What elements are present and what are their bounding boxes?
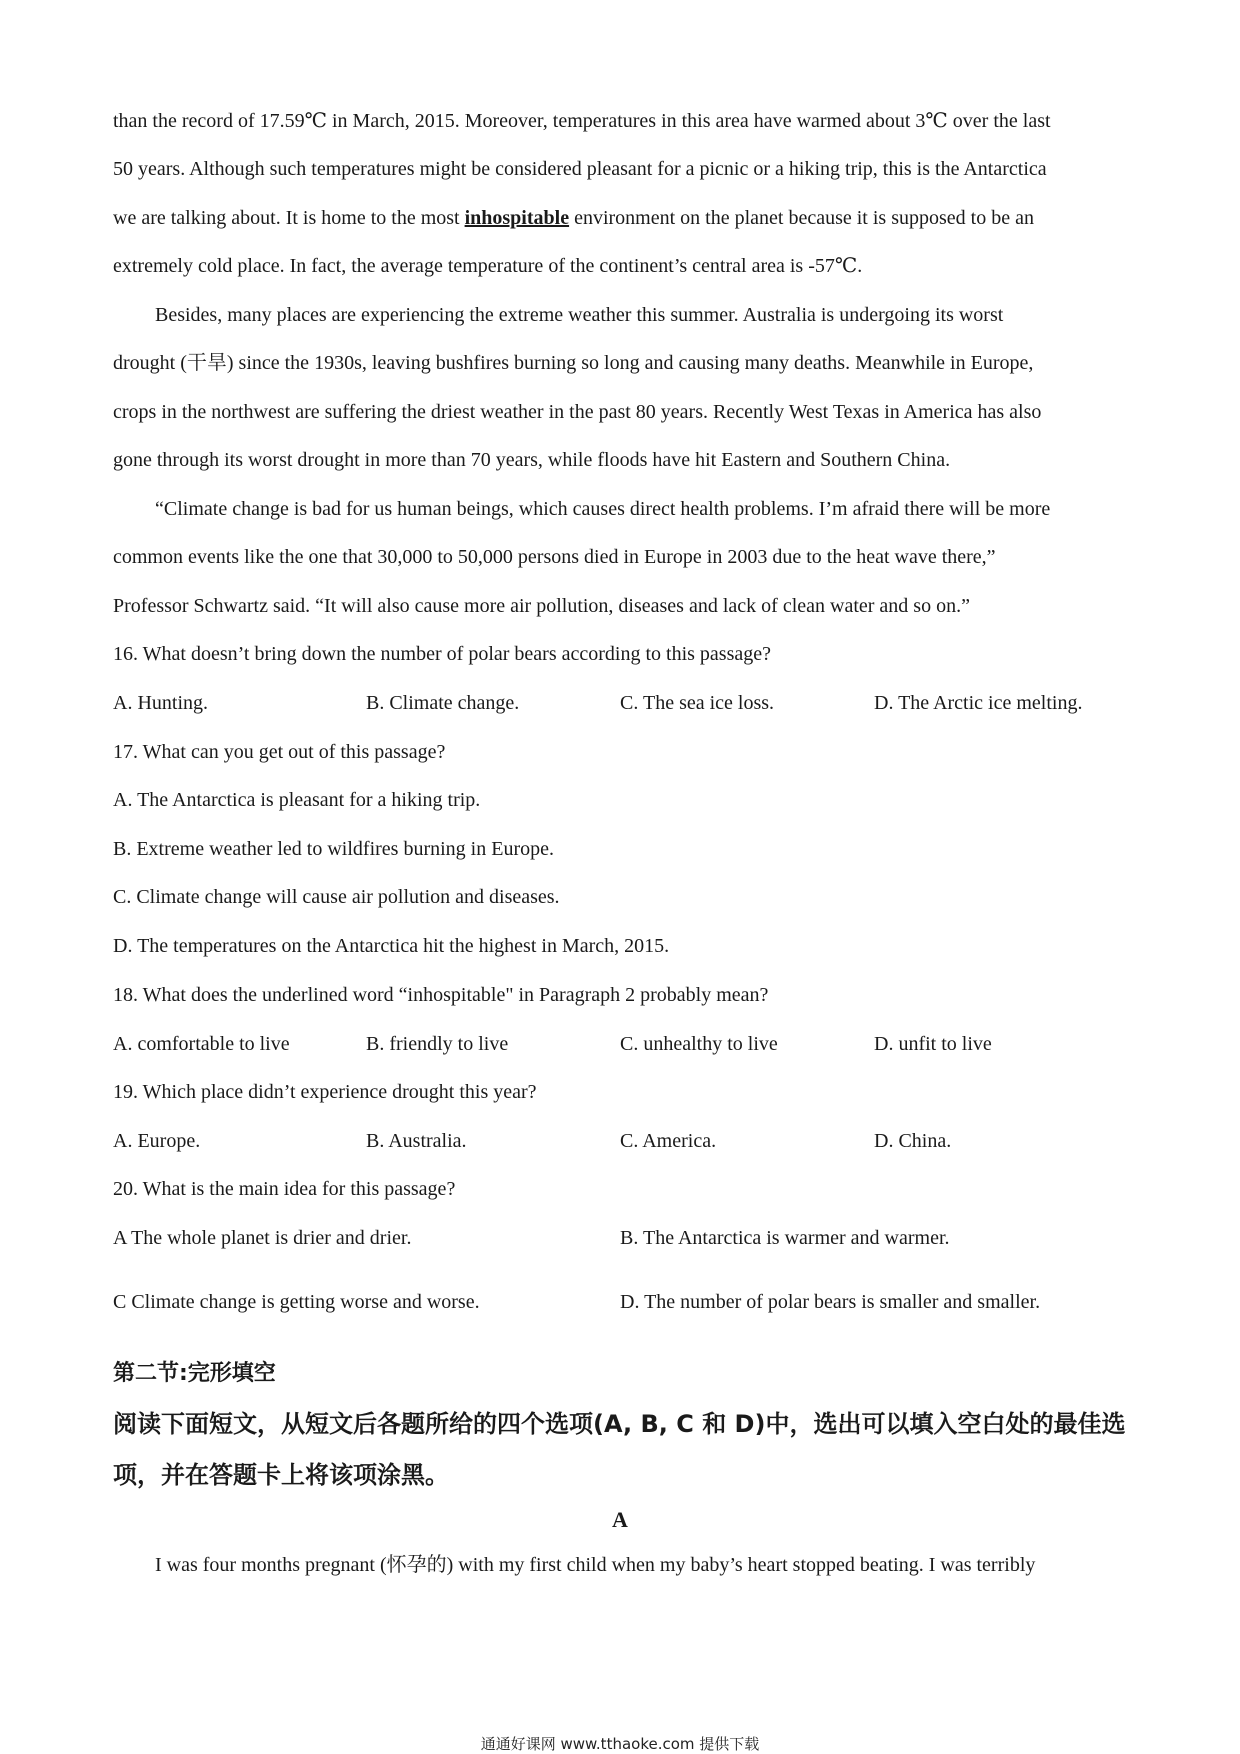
passage-text: we are talking about. It is home to the most bbox=[113, 207, 465, 229]
passage-line: 50 years. Although such temperatures might be considered pleasant for a picnic or a hiking trip, this is the Antarctica bbox=[113, 158, 1047, 180]
option-a: A. Europe. bbox=[113, 1130, 201, 1152]
passage-line: Besides, many places are experiencing the extreme weather this summer. Australia is undergoing its worst bbox=[155, 304, 1004, 326]
option-d: D. The temperatures on the Antarctica hit the highest in March, 2015. bbox=[113, 935, 670, 957]
passage-line: extremely cold place. In fact, the average temperature of the continent’s central area is -57℃. bbox=[113, 255, 863, 277]
passage-line: Professor Schwartz said. “It will also cause more air pollution, diseases and lack of clean water and so on.” bbox=[113, 595, 970, 617]
option-a: A The whole planet is drier and drier. bbox=[113, 1227, 412, 1249]
option-b: B. Extreme weather led to wildfires burning in Europe. bbox=[113, 838, 554, 860]
option-c: C Climate change is getting worse and worse. bbox=[113, 1291, 480, 1313]
underlined-word: inhospitable bbox=[464, 207, 570, 229]
option-d: D. The number of polar bears is smaller and smaller. bbox=[620, 1291, 1041, 1313]
passage-line: drought (干旱) since the 1930s, leaving bushfires burning so long and causing many deaths. Meanwhile in Europe, bbox=[113, 352, 1034, 374]
passage-text: environment on the planet because it is supposed to be an bbox=[569, 207, 1034, 229]
question-stem: 19. Which place didn’t experience drought this year? bbox=[113, 1081, 537, 1103]
option-b: B. Australia. bbox=[366, 1130, 467, 1152]
section-instruction: 项，并在答题卡上将该项涂黑。 bbox=[113, 1461, 449, 1489]
question-stem: 17. What can you get out of this passage? bbox=[113, 741, 446, 763]
option-c: C. America. bbox=[620, 1130, 717, 1152]
section-title: 第二节:完形填空 bbox=[113, 1361, 276, 1386]
passage-line: I was four months pregnant (怀孕的) with my first child when my baby’s heart stopped beating. I was terribly bbox=[155, 1554, 1036, 1576]
passage-line: gone through its worst drought in more than 70 years, while floods have hit Eastern and Southern China. bbox=[113, 449, 951, 471]
question-stem: 20. What is the main idea for this passage? bbox=[113, 1178, 456, 1200]
page-footer: 通通好课网 www.tthaoke.com 提供下载 bbox=[480, 1735, 760, 1753]
question-stem: 18. What does the underlined word “inhospitable" in Paragraph 2 probably mean? bbox=[113, 984, 769, 1006]
section-instruction: 阅读下面短文，从短文后各题所给的四个选项(A, B, C 和 D)中，选出可以填入空白处的最佳选 bbox=[113, 1410, 1126, 1438]
option-b: B. friendly to live bbox=[366, 1033, 509, 1055]
passage-line bbox=[113, 206, 1034, 230]
part-label: A bbox=[612, 1507, 628, 1532]
passage-line: than the record of 17.59℃ in March, 2015. Moreover, temperatures in this area have warmed about 3℃ over the last bbox=[113, 110, 1051, 132]
option-d: D. unfit to live bbox=[874, 1033, 992, 1055]
option-b: B. The Antarctica is warmer and warmer. bbox=[620, 1227, 950, 1249]
option-c: C. unhealthy to live bbox=[620, 1033, 778, 1055]
option-d: D. The Arctic ice melting. bbox=[874, 692, 1083, 714]
option-a: A. comfortable to live bbox=[113, 1033, 290, 1055]
option-a: A. The Antarctica is pleasant for a hiking trip. bbox=[113, 789, 481, 811]
option-c: C. The sea ice loss. bbox=[620, 692, 775, 714]
option-b: B. Climate change. bbox=[366, 692, 520, 714]
option-c: C. Climate change will cause air pollution and diseases. bbox=[113, 886, 560, 908]
passage-line: common events like the one that 30,000 to 50,000 persons died in Europe in 2003 due to the heat wave there,” bbox=[113, 546, 996, 568]
question-stem: 16. What doesn’t bring down the number of polar bears according to this passage? bbox=[113, 643, 771, 665]
passage-line: “Climate change is bad for us human beings, which causes direct health problems. I’m afraid there will be more bbox=[155, 498, 1051, 520]
option-d: D. China. bbox=[874, 1130, 952, 1152]
option-a: A. Hunting. bbox=[113, 692, 208, 714]
passage-line: crops in the northwest are suffering the driest weather in the past 80 years. Recently West Texas in America has also bbox=[113, 401, 1042, 423]
